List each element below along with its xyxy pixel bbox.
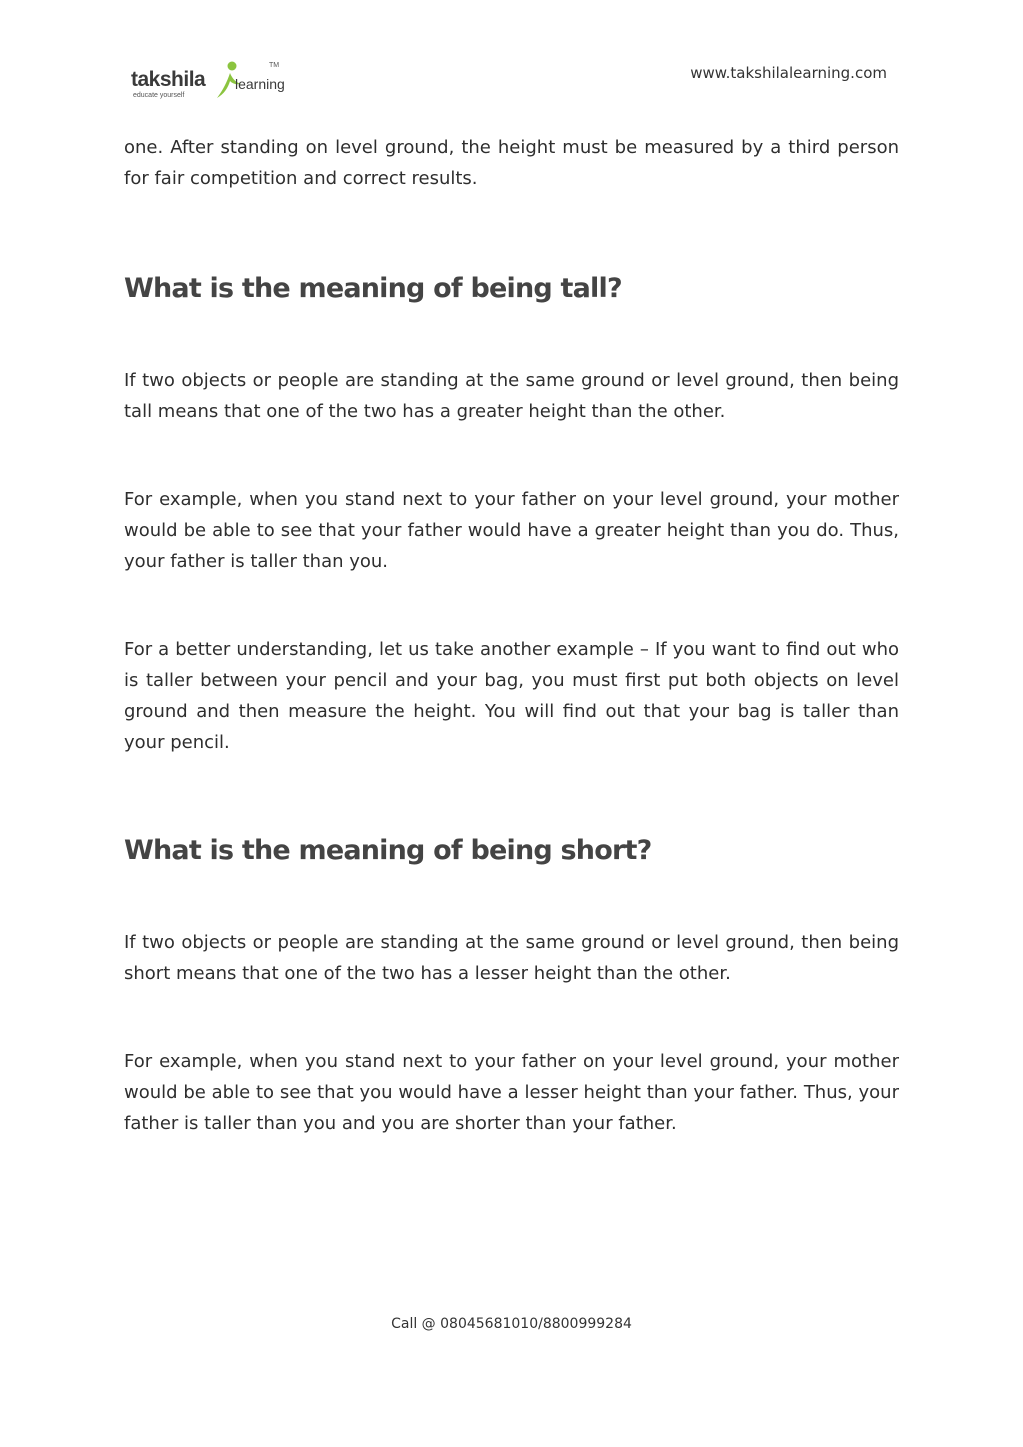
intro-paragraph: one. After standing on level ground, the height must be measured by a third person for fair competition and correct results. xyxy=(124,137,899,189)
logo-suffix-text: learning xyxy=(235,76,285,92)
tall-paragraph-3: For a better understanding, let us take another example – If you want to find out who is taller between your pencil and your bag, you must first put both objects on level ground and then measure the height. You will find out that your bag is taller than your pencil. xyxy=(124,639,899,753)
short-paragraph-1: If two objects or people are standing at the same ground or level ground, then being short means that one of the two has a lesser height than the other. xyxy=(124,932,899,984)
heading-short: What is the meaning of being short? xyxy=(124,835,652,866)
tall-paragraph-2: For example, when you stand next to your father on your level ground, your mother would be able to see that your father would have a greater height than you do. Thus, your father is taller than you. xyxy=(124,489,899,572)
website-url[interactable]: www.takshilalearning.com xyxy=(690,64,887,82)
logo-trademark: TM xyxy=(269,62,280,69)
footer-contact: Call @ 08045681010/8800999284 xyxy=(391,1316,632,1332)
heading-tall: What is the meaning of being tall? xyxy=(124,273,622,304)
tall-paragraph-1: If two objects or people are standing at the same ground or level ground, then being tall means that one of the two has a greater height than the other. xyxy=(124,370,899,422)
logo-tagline: educate yourself xyxy=(133,92,185,99)
short-paragraph-2: For example, when you stand next to your father on your level ground, your mother would be able to see that you would have a lesser height than your father. Thus, your father is taller than you and you are shorter than your father. xyxy=(124,1051,899,1134)
logo-brand-text: takshila xyxy=(131,68,206,91)
takshila-logo xyxy=(131,60,291,104)
document-body xyxy=(124,132,899,1139)
